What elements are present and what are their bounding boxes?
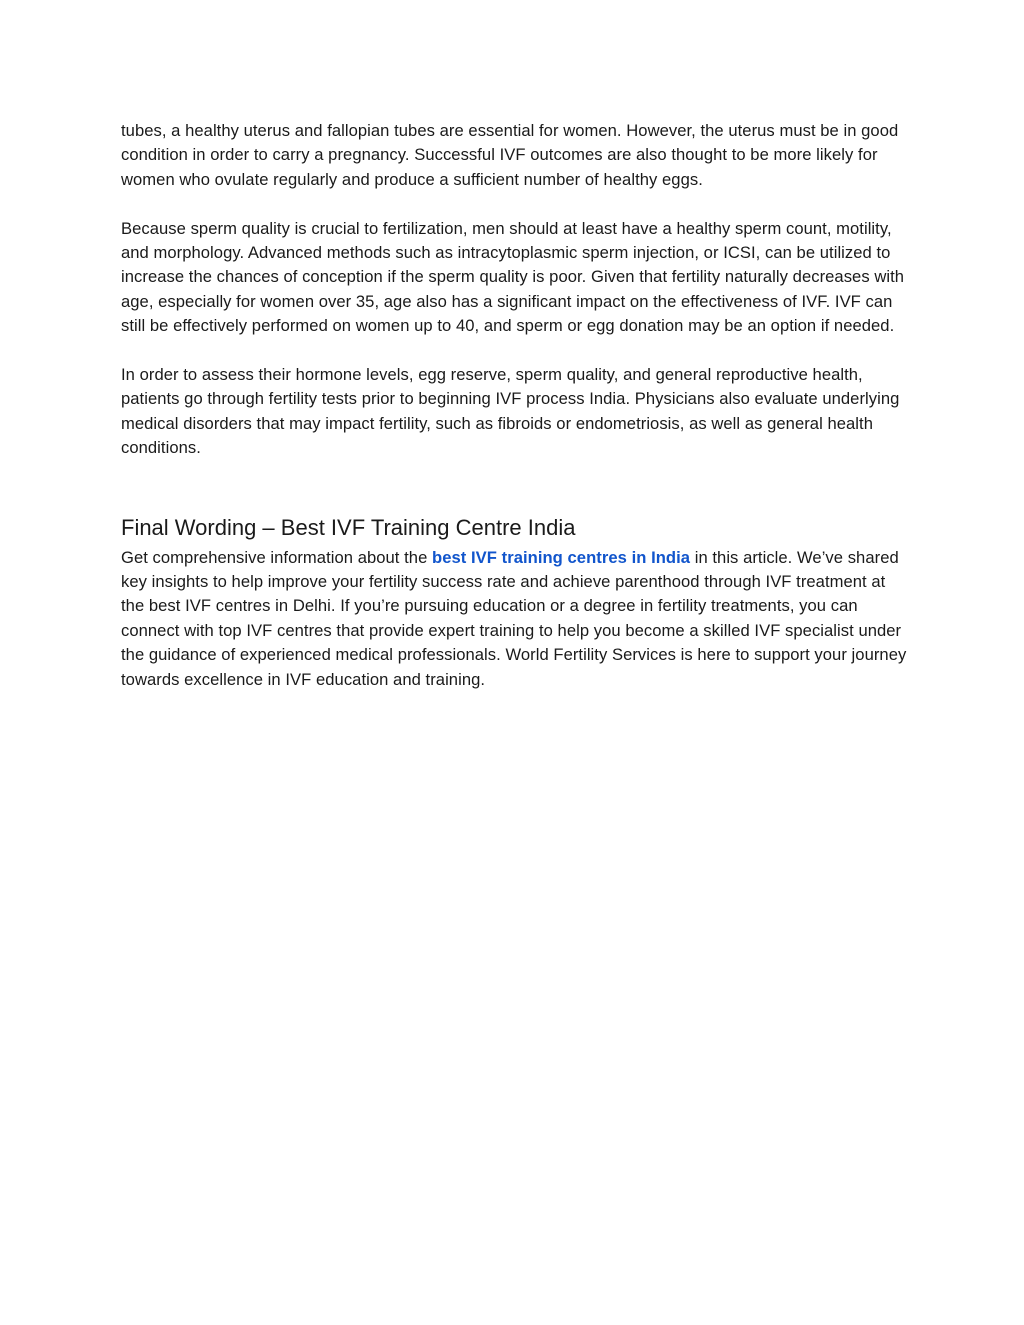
section-heading: Final Wording – Best IVF Training Centre India [121, 514, 576, 540]
paragraph-fertility-tests: In order to assess their hormone levels, egg reserve, sperm quality, and general reproductive health, patients go through fertility tests prior to beginning IVF process India. Physicians also evaluate underlying medical disorders that may impact fertility, such as fibroids or endometriosis, as well as general health conditions. [121, 365, 900, 458]
final-text-before-link: Get comprehensive information about the [121, 547, 433, 567]
best-ivf-training-centres-link[interactable]: best IVF training centres in India [432, 547, 691, 567]
final-text-after-link: in this article. We’ve shared key insights to help improve your fertility success rate and achieve parenthood through IVF treatment at the best IVF centres in Delhi. If you’re pursuing education or a degree in fertility treatments, you can connect with top IVF centres that provide expert training to help you become a skilled IVF specialist under the guidance of experienced medical professionals. World Fertility Services is here to support your journey towards excellence in IVF education and training. [121, 547, 907, 689]
paragraph-eligibility: tubes, a healthy uterus and fallopian tubes are essential for women. However, the uterus must be in good condition in order to carry a pregnancy. Successful IVF outcomes are also thought to be more likely for women who ovulate regularly and produce a sufficient number of healthy eggs. [121, 121, 899, 189]
document-body [121, 119, 911, 716]
paragraph-sperm-quality: Because sperm quality is crucial to fertilization, men should at least have a healthy sperm count, motility, and morphology. Advanced methods such as intracytoplasmic sperm injection, or ICSI, can be utilized to increase the chances of conception if the sperm quality is poor. Given that fertility naturally decreases with age, especially for women over 35, age also has a significant impact on the effectiveness of IVF. IVF can still be effectively performed on women up to 40, and sperm or egg donation may be an option if needed. [121, 218, 905, 336]
paragraph-final-wording [121, 546, 911, 692]
